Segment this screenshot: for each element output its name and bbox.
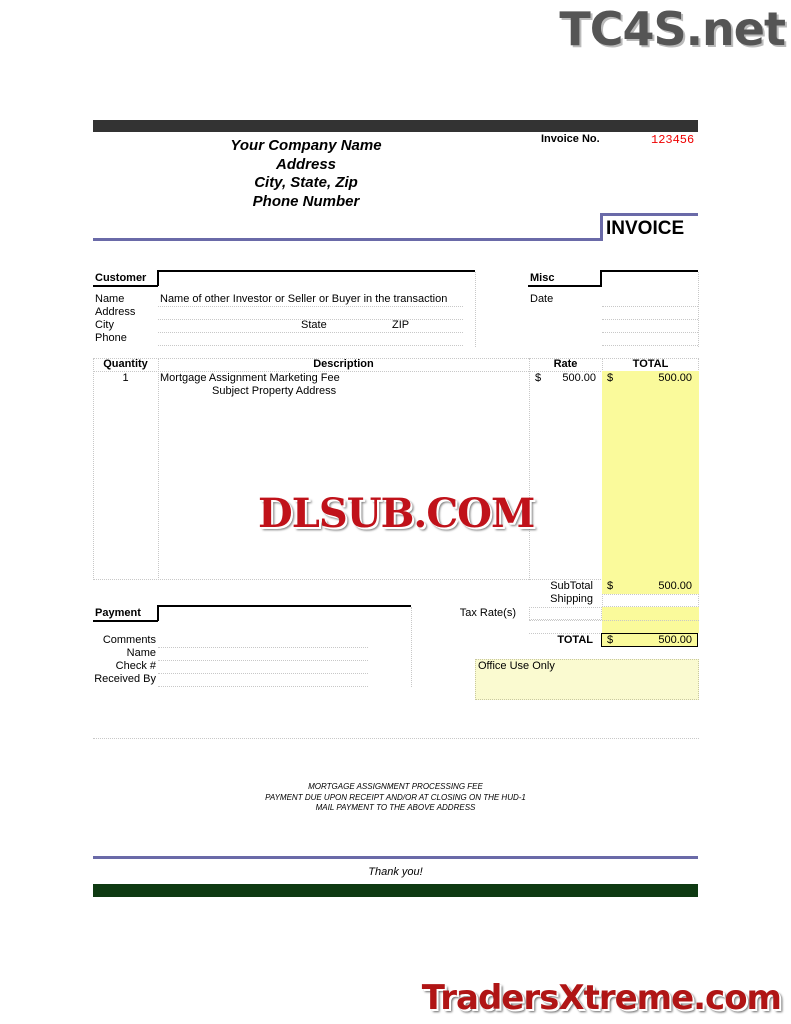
footer-bar bbox=[93, 884, 698, 897]
misc-header-tab bbox=[600, 270, 698, 286]
shipping-field[interactable] bbox=[602, 594, 699, 607]
customer-phone-label: Phone bbox=[95, 332, 127, 344]
row1-description[interactable]: Mortgage Assignment Marketing Fee bbox=[160, 372, 340, 384]
company-name: Your Company Name bbox=[230, 137, 382, 154]
col-header-description: Description bbox=[313, 358, 374, 370]
tax-rate-label: Tax Rate(s) bbox=[459, 607, 516, 619]
misc-right-border bbox=[698, 272, 699, 347]
name-field-line bbox=[158, 306, 463, 307]
row1-rate[interactable]: 500.00 bbox=[562, 372, 596, 384]
row1-quantity[interactable]: 1 bbox=[122, 372, 129, 384]
misc-header-underline bbox=[528, 285, 602, 287]
invoice-number[interactable]: 123456 bbox=[651, 133, 695, 147]
footer-line-3: MAIL PAYMENT TO THE ABOVE ADDRESS bbox=[315, 803, 476, 812]
footer-line-1: MORTGAGE ASSIGNMENT PROCESSING FEE bbox=[308, 782, 483, 791]
col-header-total: TOTAL bbox=[632, 358, 669, 370]
total-column-highlight bbox=[602, 371, 699, 594]
header-divider bbox=[93, 238, 600, 241]
tax-rate-field[interactable] bbox=[529, 607, 602, 620]
received-field-line bbox=[158, 686, 368, 687]
footer-divider bbox=[93, 856, 698, 859]
payment-received-label: Received By bbox=[94, 673, 156, 685]
watermark-tc4s: TC4S.net bbox=[559, 2, 785, 56]
total-currency: $ bbox=[607, 634, 614, 646]
customer-name-field[interactable]: Name of other Investor or Seller or Buyer in the transaction bbox=[160, 293, 448, 305]
misc-line-2 bbox=[602, 319, 698, 320]
name-payment-field-line bbox=[158, 660, 368, 661]
payment-header: Payment bbox=[95, 607, 141, 619]
invoice-number-label: Invoice No. bbox=[541, 133, 600, 145]
subtotal-currency: $ bbox=[607, 580, 614, 592]
payment-check-label: Check # bbox=[115, 660, 156, 672]
company-phone: Phone Number bbox=[252, 192, 360, 210]
customer-header: Customer bbox=[95, 272, 147, 284]
shipping-label: Shipping bbox=[550, 593, 593, 605]
header-bar bbox=[93, 120, 698, 132]
row1-rate-currency: $ bbox=[535, 372, 542, 384]
customer-address-label: Address bbox=[95, 306, 136, 318]
payment-header-tab bbox=[157, 605, 411, 621]
misc-header: Misc bbox=[530, 272, 555, 284]
phone-field-line bbox=[158, 345, 463, 346]
customer-divider bbox=[475, 272, 476, 347]
payment-header-underline bbox=[93, 620, 158, 622]
thank-you-text: Thank you! bbox=[368, 866, 423, 878]
misc-line-4 bbox=[602, 345, 698, 346]
company-city-state-zip: City, State, Zip bbox=[254, 174, 358, 191]
customer-city-label: City bbox=[95, 319, 114, 331]
total-value: 500.00 bbox=[658, 634, 692, 646]
company-block bbox=[200, 137, 412, 211]
misc-line-1 bbox=[602, 306, 698, 307]
comments-field-line bbox=[158, 647, 368, 648]
footer-separator bbox=[93, 738, 699, 739]
check-field-line bbox=[158, 673, 368, 674]
col-divider-desc bbox=[529, 358, 530, 580]
payment-name-label: Name bbox=[126, 647, 156, 659]
row2-description[interactable]: Subject Property Address bbox=[212, 385, 337, 397]
row1-total: 500.00 bbox=[658, 372, 692, 384]
row1-total-currency: $ bbox=[607, 372, 614, 384]
invoice-title: INVOICE bbox=[600, 213, 698, 241]
footer-line-2: PAYMENT DUE UPON RECEIPT AND/OR AT CLOSING ON THE HUD-1 bbox=[265, 792, 526, 802]
office-use-label: Office Use Only bbox=[478, 660, 555, 672]
city-field-line bbox=[158, 332, 463, 333]
tax-divider bbox=[529, 620, 699, 621]
col-header-quantity: Quantity bbox=[103, 358, 148, 370]
payment-comments-label: Comments bbox=[102, 634, 156, 646]
customer-zip-label: ZIP bbox=[392, 319, 410, 331]
misc-date-label: Date bbox=[530, 293, 554, 305]
col-divider-qty bbox=[158, 358, 159, 580]
company-address: Address bbox=[275, 155, 337, 173]
watermark-tradersxtreme: TradersXtreme.com bbox=[421, 978, 781, 1018]
customer-state-label: State bbox=[301, 319, 327, 331]
misc-line-3 bbox=[602, 332, 698, 333]
customer-header-tab bbox=[157, 270, 475, 286]
customer-name-label: Name bbox=[95, 293, 125, 305]
total-label: TOTAL bbox=[557, 634, 593, 646]
customer-header-underline bbox=[93, 285, 158, 287]
subtotal-value: 500.00 bbox=[658, 580, 692, 592]
footer-notes bbox=[93, 782, 698, 814]
subtotal-label: SubTotal bbox=[550, 580, 593, 592]
watermark-dlsub: DLSUB.COM bbox=[258, 490, 535, 537]
payment-divider bbox=[411, 607, 412, 687]
col-header-rate: Rate bbox=[553, 358, 578, 370]
